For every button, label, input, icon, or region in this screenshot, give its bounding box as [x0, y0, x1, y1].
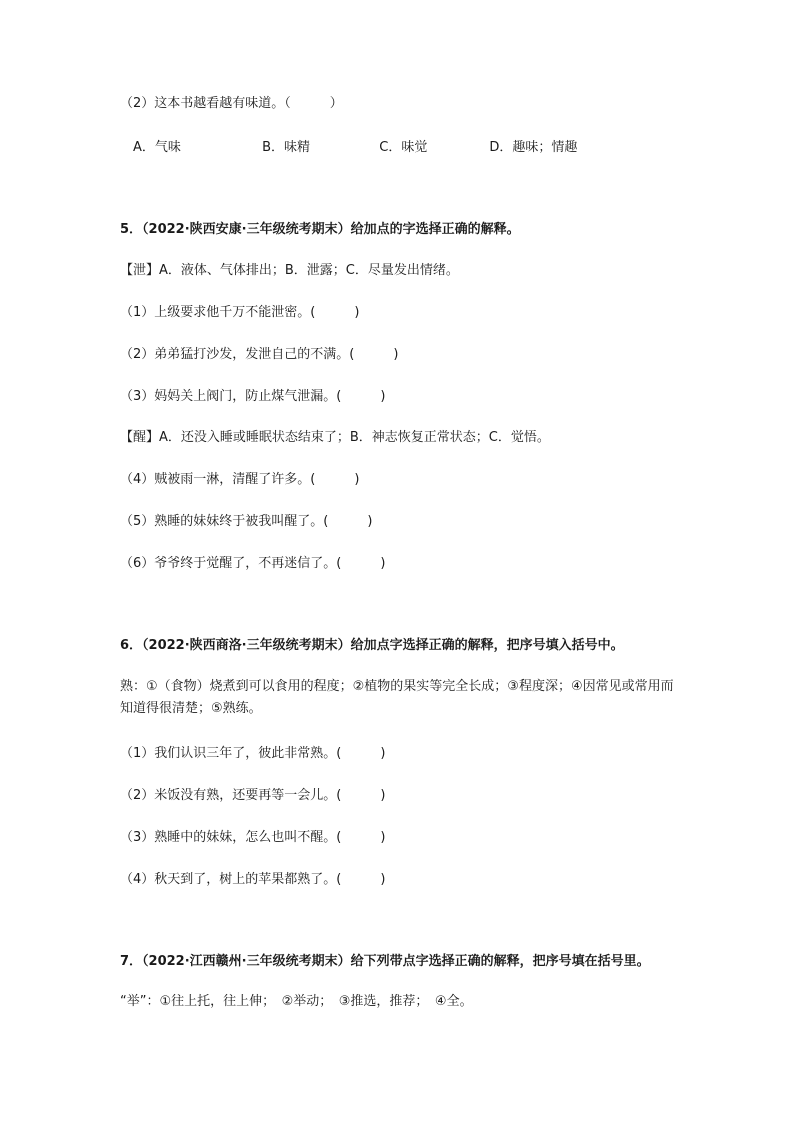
question-6-title: 6．（2022·陕西商洛·三年级统考期末）给加点字选择正确的解释，把序号填入括号中。 — [120, 638, 624, 653]
option-b: B．味精 — [262, 140, 311, 155]
q6-item-3: （3）熟睡中的妹妹，怎么也叫不醒。( ) — [120, 830, 386, 845]
q6-item-1: （1）我们认识三年了，彼此非常熟。( ) — [120, 746, 386, 761]
options-row — [133, 138, 577, 158]
q6-item-2: （2）米饭没有熟，还要再等一会儿。( ) — [120, 788, 386, 803]
option-d: D．趣味；情趣 — [489, 140, 578, 155]
q5-item-5: （5）熟睡的妹妹终于被我叫醒了。( ) — [120, 514, 373, 529]
q5-item-1: （1）上级要求他千万不能泄密。( ) — [120, 305, 360, 320]
q5-item-6: （6）爷爷终于觉醒了，不再迷信了。( ) — [120, 556, 386, 571]
q6-item-4: （4）秋天到了，树上的苹果都熟了。( ) — [120, 872, 386, 887]
q5-definition-xie: 【泄】A．液体、气体排出；B．泄露；C．尽量发出情绪。 — [120, 263, 459, 278]
option-c: C．味觉 — [379, 140, 428, 155]
q5-item-2: （2）弟弟猛打沙发，发泄自己的不满。( ) — [120, 347, 399, 362]
q5-definition-xing: 【醒】A．还没入睡或睡眠状态结束了；B．神志恢复正常状态；C．觉悟。 — [120, 430, 550, 445]
q7-definition-ju: “举”：①往上托，往上伸； ②举动； ③推选，推荐； ④全。 — [120, 994, 473, 1009]
q5-item-3: （3）妈妈关上阀门，防止煤气泄漏。( ) — [120, 389, 386, 404]
q5-item-4: （4）贼被雨一淋，清醒了许多。( ) — [120, 472, 360, 487]
option-a: A．气味 — [133, 140, 181, 155]
question-7-title: 7．（2022·江西赣州·三年级统考期末）给下列带点字选择正确的解释，把序号填在括号里。 — [120, 954, 650, 969]
q6-definition-shu: 熟：①（食物）烧煮到可以食用的程度；②植物的果实等完全长成；③程度深；④因常见或常用而知道得很清楚；⑤熟练。 — [120, 679, 674, 716]
question-5-title: 5．（2022·陕西安康·三年级统考期末）给加点的字选择正确的解释。 — [120, 222, 520, 237]
line-q4-2: （2）这本书越看越有味道。（ ） — [120, 96, 343, 111]
